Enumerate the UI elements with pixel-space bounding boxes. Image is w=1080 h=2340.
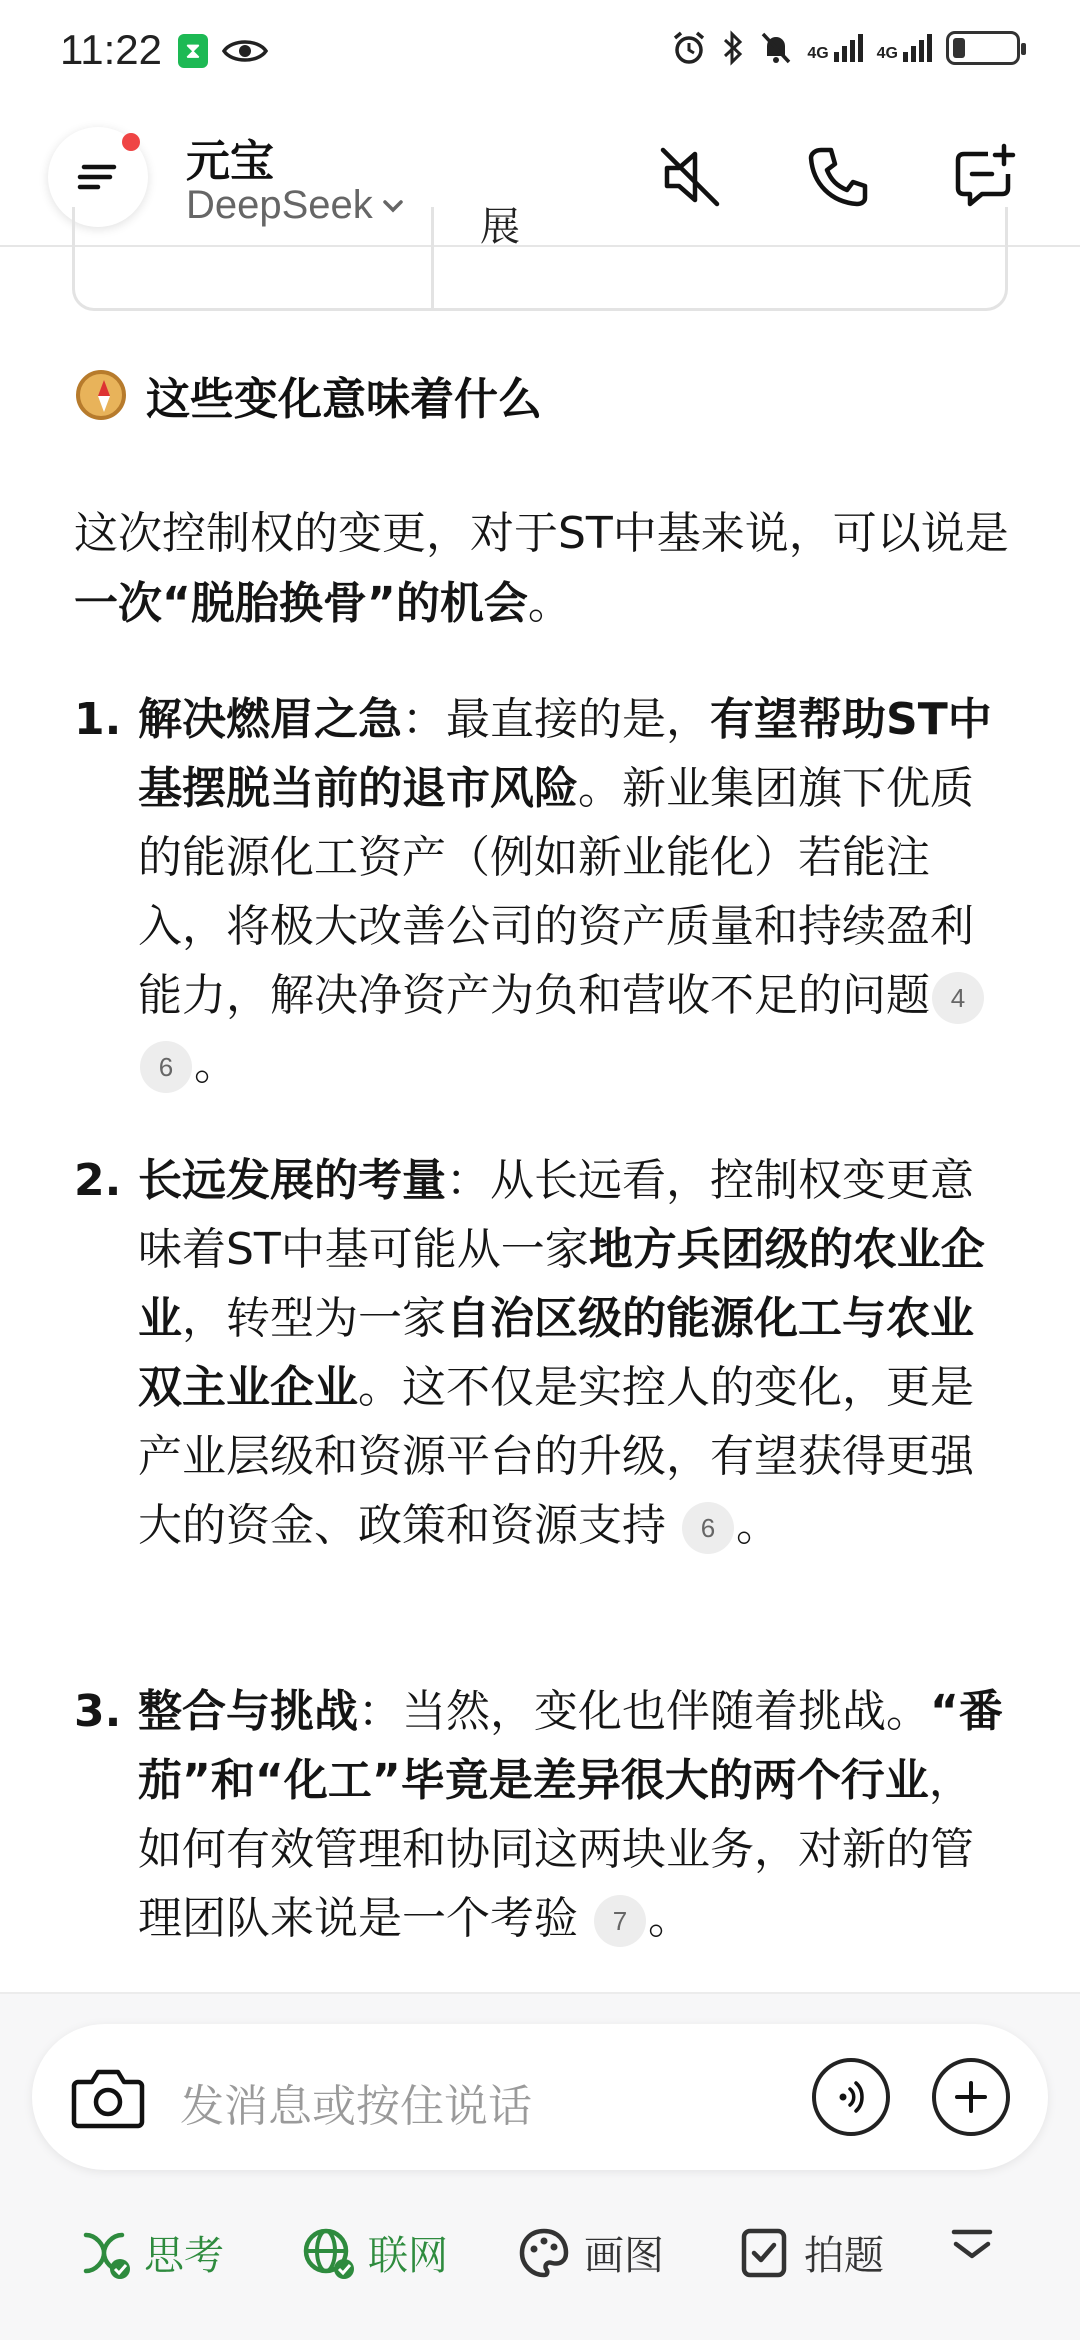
list-item: [74, 1677, 1014, 1953]
photo-question-button[interactable]: [736, 2224, 884, 2281]
tool-bar: [0, 2194, 1080, 2294]
table-divider: [431, 207, 434, 308]
voice-wave-icon: [831, 2077, 871, 2117]
status-time: 11:22: [60, 26, 162, 73]
citation-badge[interactable]: 6: [140, 1041, 192, 1093]
compass-icon: [76, 370, 126, 420]
table-cell-text: 展: [480, 204, 520, 250]
draw-button[interactable]: [516, 2224, 664, 2281]
list-item-body: 长远发展的考量：从长远看，控制权变更意味着ST中基可能从一家地方兵团级的农业企业，转型为一家自治区级的能源化工与农业双主业企业。这不仅是实控人的变化，更是产业层级和资源平台的升级，有望获得更强大的资金、政策和资源支持 6 。: [138, 1146, 1014, 1560]
mute-voice-button[interactable]: [650, 137, 730, 217]
speaker-muted-icon: [655, 142, 725, 212]
battery-icon: [946, 31, 1020, 65]
list-item-number: 1.: [74, 694, 122, 745]
list-item-number: 2.: [74, 1155, 122, 1206]
think-label: 思考: [144, 2233, 224, 2279]
globe-icon: [300, 2225, 356, 2281]
message-input-bar: [32, 2024, 1048, 2170]
camera-icon: [70, 2064, 146, 2130]
think-toggle[interactable]: [76, 2224, 224, 2281]
new-chat-button[interactable]: [945, 137, 1025, 217]
message-input[interactable]: 发消息或按住说话: [180, 2081, 532, 2132]
web-search-label: 联网: [368, 2233, 448, 2279]
add-attachment-button[interactable]: [932, 2058, 1010, 2136]
collapse-chevron-icon: [948, 2224, 996, 2264]
app-title: 元宝: [186, 136, 274, 187]
photo-question-label: 拍题: [804, 2233, 884, 2279]
eye-icon: [222, 36, 268, 66]
cellular-signal-1: 4G: [807, 34, 862, 62]
section-heading-text: 这些变化意味着什么: [146, 374, 542, 425]
citation-badge[interactable]: 4: [932, 972, 984, 1024]
cellular-signal-2: 4G: [877, 34, 932, 62]
web-search-toggle[interactable]: [300, 2224, 448, 2281]
palette-icon: [516, 2225, 572, 2281]
hourglass-icon: ⧗: [178, 34, 208, 68]
new-chat-icon: [950, 142, 1020, 212]
list-item-body: 整合与挑战：当然，变化也伴随着挑战。“番茄”和“化工”毕竟是差异很大的两个行业，如何有效管理和协同这两块业务，对新的管理团队来说是一个考验 7 。: [138, 1677, 1014, 1953]
camera-button[interactable]: [70, 2059, 146, 2135]
composer-area: [0, 1992, 1080, 2340]
status-right-icons: [671, 30, 1020, 66]
collapse-tools-button[interactable]: [948, 2224, 996, 2264]
list-item-body: 解决燃眉之急：最直接的是，有望帮助ST中基摆脱当前的退市风险。新业集团旗下优质的能源化工资产（例如新业能化）若能注入，将极大改善公司的资产质量和持续盈利能力，解决净资产为负和营收不足的问题 46 。: [138, 685, 1014, 1099]
question-card-icon: [736, 2225, 792, 2281]
alarm-icon: [671, 30, 707, 66]
bluetooth-icon: [721, 30, 745, 66]
draw-label: 画图: [584, 2233, 664, 2279]
intro-paragraph: 这次控制权的变更，对于ST中基来说，可以说是一次“脱胎换骨”的机会。: [74, 508, 1009, 629]
status-left-icons: [178, 34, 268, 68]
status-bar: [0, 0, 1080, 105]
menu-icon: [74, 159, 122, 195]
phone-icon: [803, 142, 873, 212]
list-item: [74, 1146, 1014, 1560]
list-item-number: 3.: [74, 1686, 122, 1737]
notification-dot: [122, 133, 140, 151]
model-name-label: DeepSeek: [186, 183, 373, 227]
citation-badge[interactable]: 7: [594, 1895, 646, 1947]
section-heading: [76, 363, 542, 427]
plus-icon: [951, 2077, 991, 2117]
think-icon: [76, 2225, 132, 2281]
citation-badge[interactable]: 6: [682, 1502, 734, 1554]
list-item: [74, 685, 1014, 1099]
call-button[interactable]: [798, 137, 878, 217]
mute-bell-icon: [759, 30, 793, 66]
voice-mode-button[interactable]: [812, 2058, 890, 2136]
